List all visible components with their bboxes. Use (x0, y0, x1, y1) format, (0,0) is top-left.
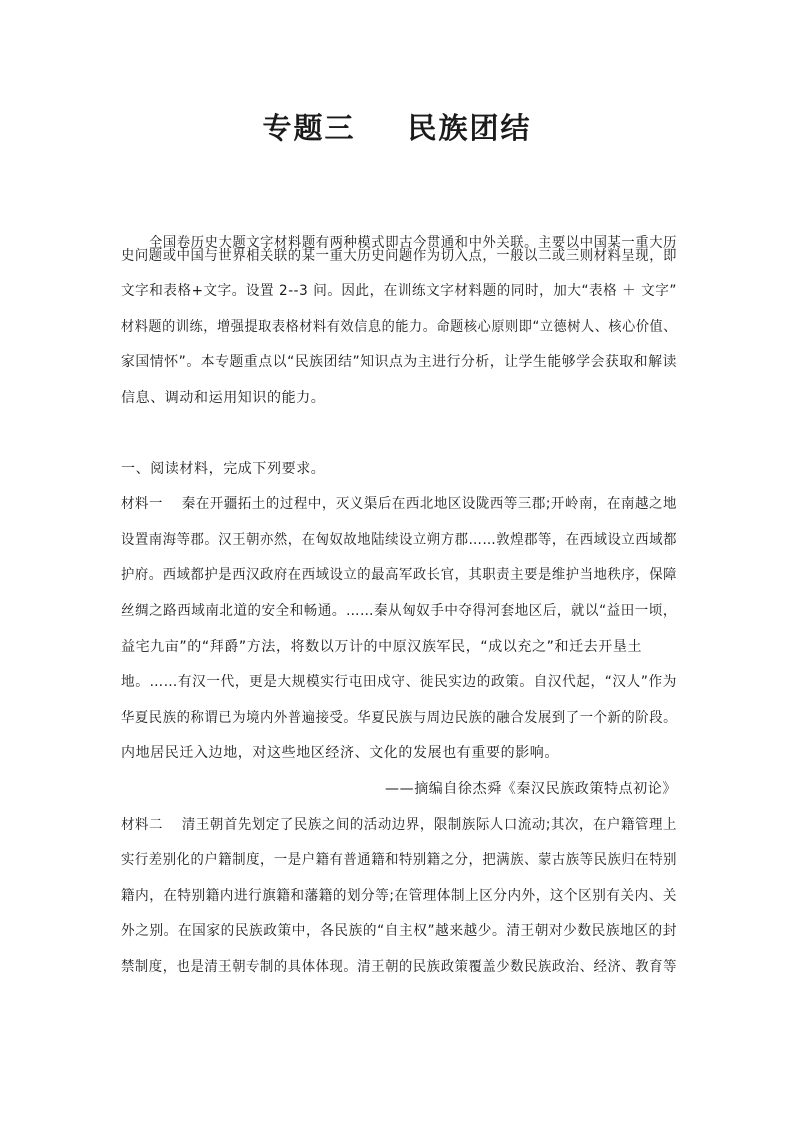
material2-line: 材料二 清王朝首先划定了民族之间的活动边界，限制族际人口流动;其次，在户籍管理上 (121, 817, 677, 833)
material2-line: 禁制度，也是清王朝专制的具体体现。清王朝的民族政策覆盖少数民族政治、经济、教育等 (121, 959, 677, 975)
title-topic-name: 民族团结 (407, 111, 532, 145)
intro-paragraph-line: 家国情怀”。本专题重点以“民族团结”知识点为主进行分析，让学生能够学会获取和解读 (121, 354, 677, 370)
material1-line: 益宅九亩”的“拜爵”方法，将数以万计的中原汉族军民，“成以充之”和迁去开垦土 (121, 639, 643, 655)
title-topic-number: 专题三 (262, 111, 356, 145)
material1-line: 华夏民族的称谓已为境内外普遍接受。华夏民族与周边民族的融合发展到了一个新的阶段。 (121, 710, 677, 726)
material1-line: 地。……有汉一代，更是大规模实行屯田戍守、徙民实边的政策。自汉代起，“汉人”作为 (121, 674, 677, 690)
material1-line: 内地居民迁入边地，对这些地区经济、文化的发展也有重要的影响。 (121, 745, 559, 761)
material1-line: 设置南海等郡。汉王朝亦然，在匈奴故地陆续设立朔方郡……敦煌郡等，在西域设立西域都 (121, 532, 677, 548)
material1-source: ——摘编自徐杰舜《秦汉民族政策特点初论》 (385, 781, 677, 797)
intro-paragraph-line: 史问题或中国与世界相关联的某一重大历史问题作为切入点，一般以二或三则材料呈现，即 (121, 248, 677, 264)
material1-line: 护府。西域都护是西汉政府在西域设立的最高军政长官，其职责主要是维护当地秩序，保障 (121, 567, 677, 583)
intro-paragraph-line: 材料题的训练，增强提取表格材料有效信息的能力。命题核心原则即“立德树人、核心价值、 (121, 319, 677, 335)
question-heading: 一、阅读材料，完成下列要求。 (121, 461, 326, 477)
page-title (0, 106, 794, 147)
material2-line: 籍内，在特别籍内进行旗籍和藩籍的划分等;在管理体制上区分内外，这个区别有关内、关 (121, 888, 677, 904)
material1-line: 丝绸之路西域南北道的安全和畅通。……秦从匈奴手中夺得河套地区后，就以“益田一顷， (121, 603, 677, 619)
material1-line: 材料一 秦在开疆拓土的过程中，灭义渠后在西北地区设陇西等三郡;开岭南，在南越之地 (121, 496, 677, 512)
intro-paragraph-line: 信息、调动和运用知识的能力。 (121, 390, 326, 406)
material2-line: 实行差别化的户籍制度，一是户籍有普通籍和特别籍之分，把满族、蒙古族等民族归在特别 (121, 852, 677, 868)
intro-paragraph-line: 文字和表格+文字。设置 2--3 问。因此，在训练文字材料题的同时，加大“表格 ＋ 文字” (121, 283, 677, 299)
material2-line: 外之别。在国家的民族政策中，各民族的“自主权”越来越少。清王朝对少数民族地区的封 (121, 923, 677, 939)
intro-paragraph-line: 全国卷历史大题文字材料题有两种模式即古今贯通和中外关联。主要以中国某一重大历 (149, 235, 677, 251)
